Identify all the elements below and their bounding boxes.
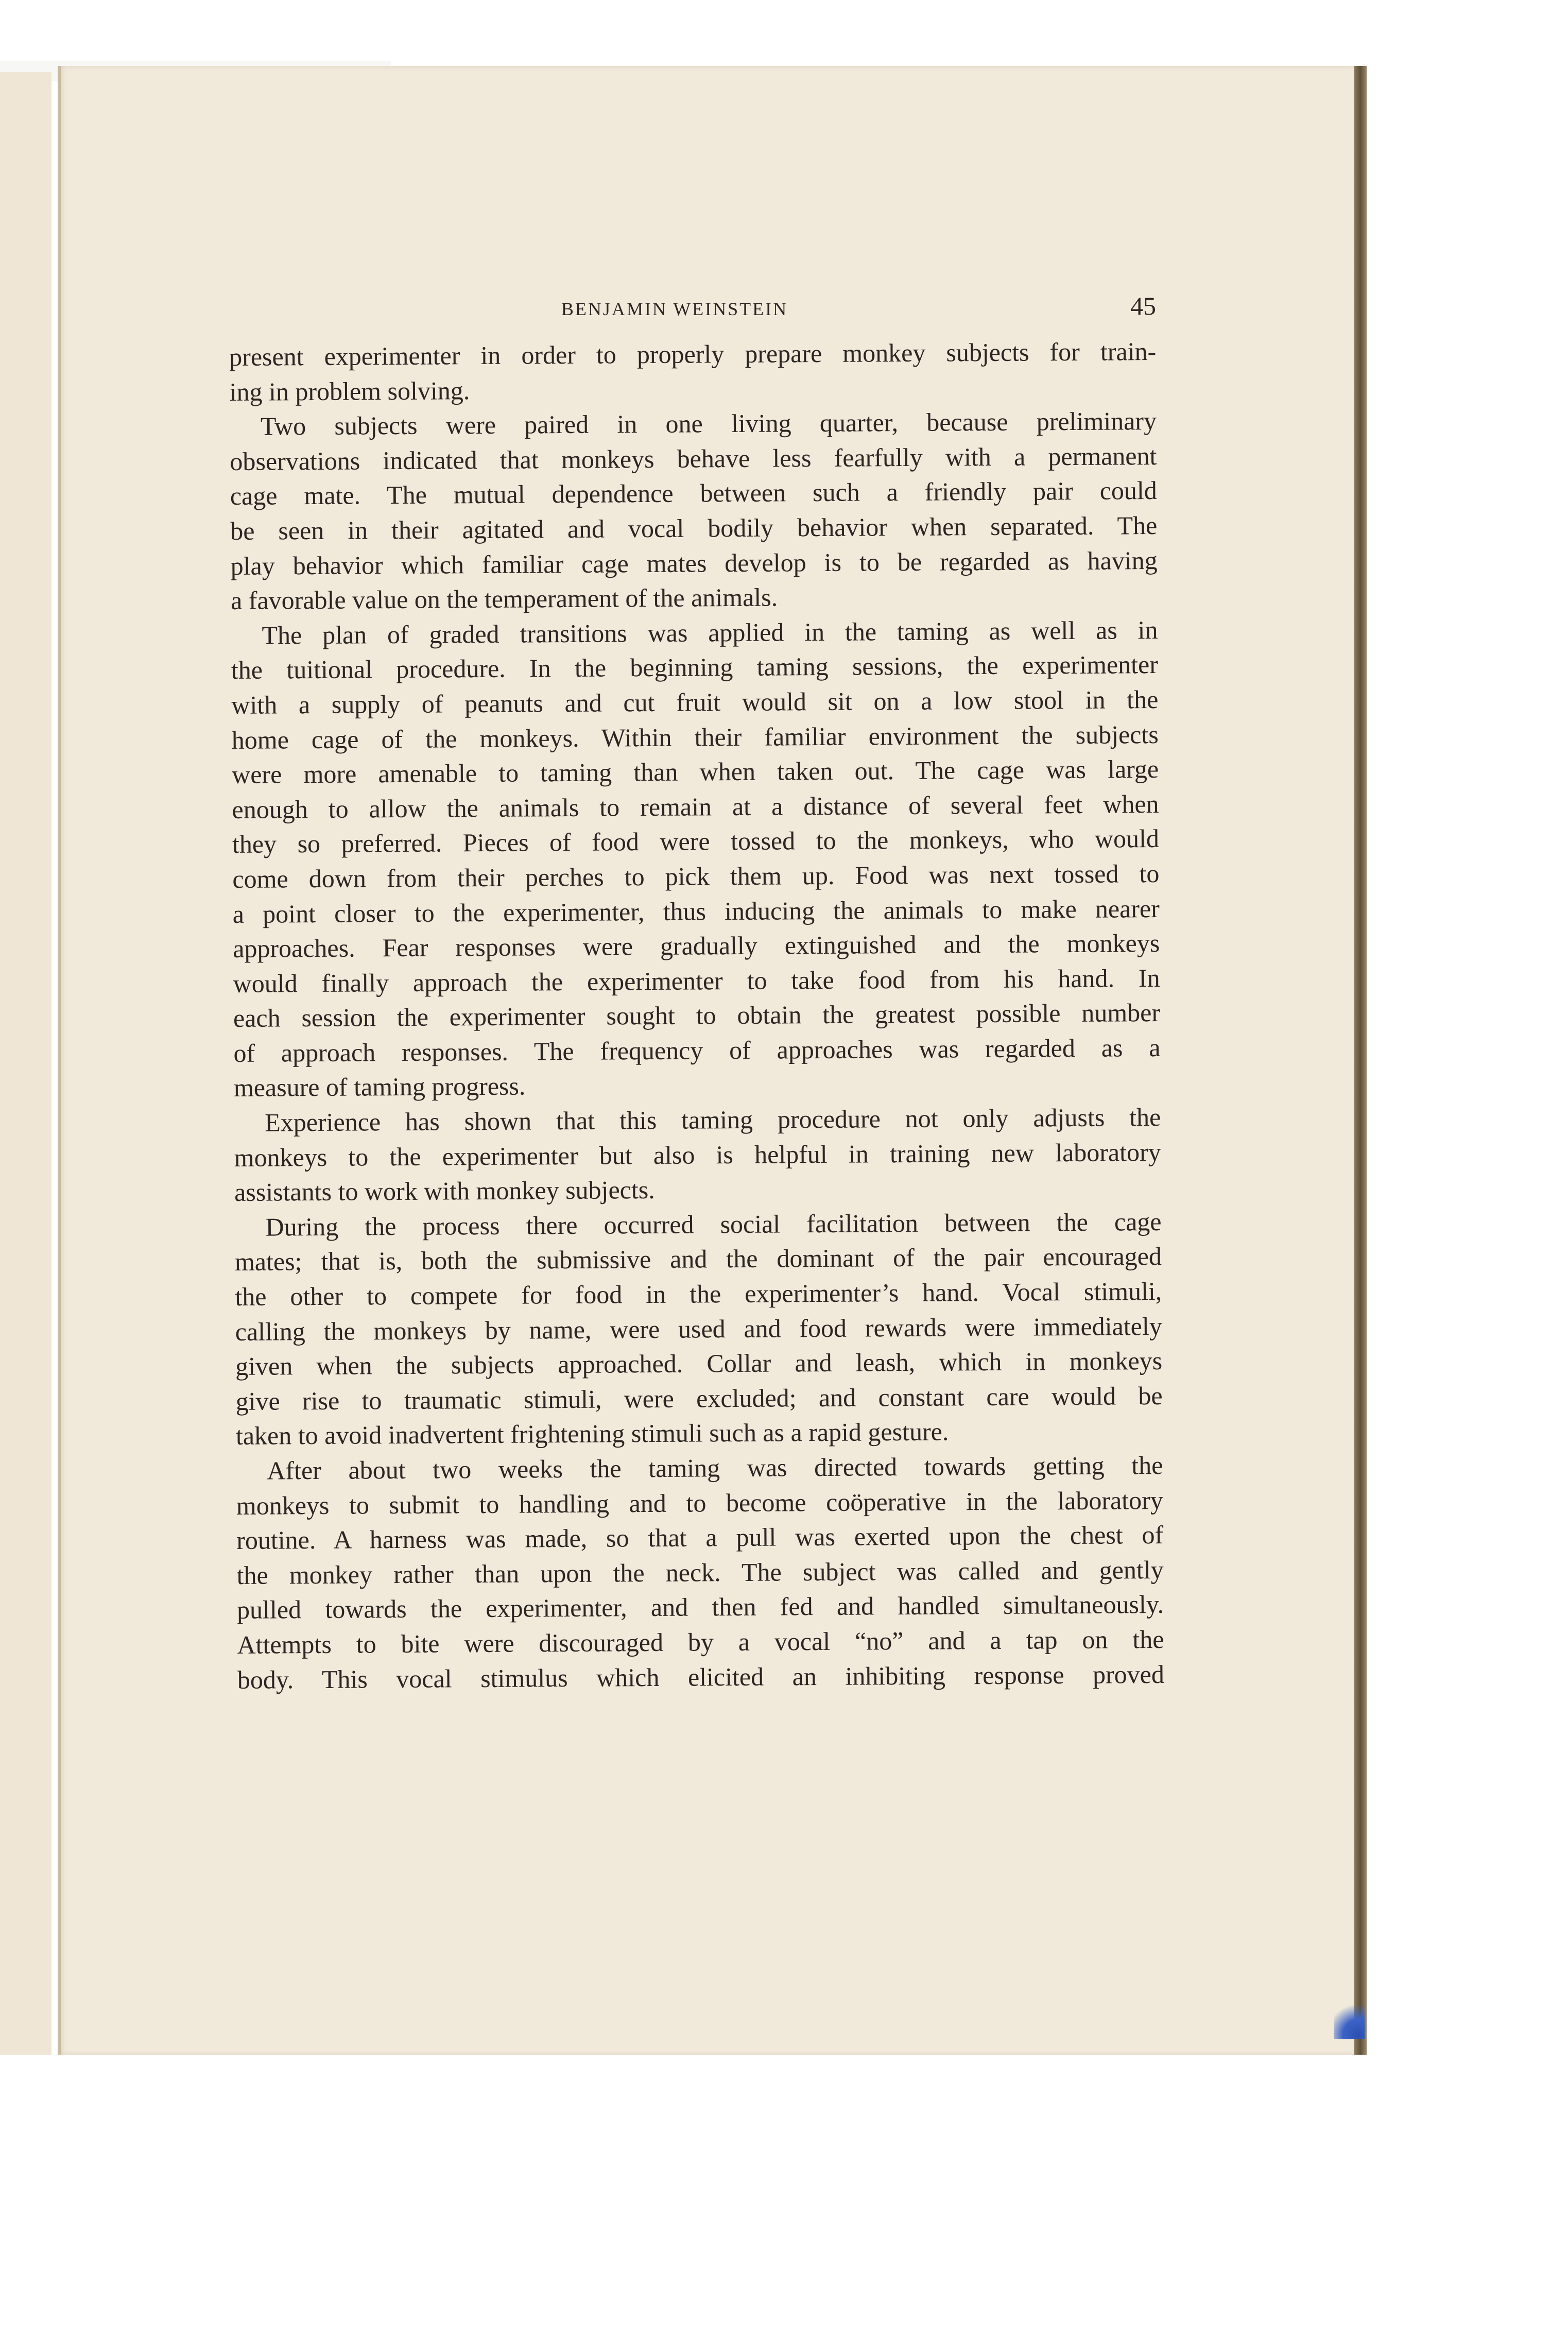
text-line: observations indicated that monkeys behave less fearfully with a permanent xyxy=(230,441,1157,476)
text-line: each session the experimenter sought to obtain the greatest possible number xyxy=(233,998,1161,1033)
text-line: enough to allow the animals to remain at a distance of several feet when xyxy=(232,789,1159,824)
text-line: mates; that is, both the submissive and the dominant of the pair encouraged xyxy=(234,1242,1162,1277)
page-number: 45 xyxy=(1130,291,1156,320)
text-line: the tuitional procedure. In the beginning taming sessions, the experimenter xyxy=(231,650,1159,685)
left-page-edge xyxy=(0,72,51,2055)
text-line: of approach responses. The frequency of approaches was regarded as a xyxy=(233,1033,1161,1068)
text-line: Two subjects were paired in one living quarter, because preliminary xyxy=(260,406,1157,441)
text-line: give rise to traumatic stimuli, were excluded; and constant care would be xyxy=(235,1381,1163,1416)
text-line: calling the monkeys by name, were used and food rewards were immediately xyxy=(235,1311,1162,1346)
text-line: with a supply of peanuts and cut fruit would sit on a low stool in the xyxy=(231,684,1159,719)
text-line: measure of taming progress. xyxy=(233,1071,526,1103)
text-line: During the process there occurred social facilitation between the cage xyxy=(265,1207,1162,1242)
page-gutter xyxy=(58,66,61,2055)
text-line: home cage of the monkeys. Within their familiar environment the subjects xyxy=(231,719,1159,754)
running-head: BENJAMIN WEINSTEIN xyxy=(561,299,788,319)
page-edge-shadow xyxy=(1354,66,1367,2055)
text-line: a favorable value on the temperament of the animals. xyxy=(230,582,778,615)
text-line: monkeys to the experimenter but also is helpful in training new laboratory xyxy=(234,1137,1161,1172)
text-line: routine. A harness was made, so that a pull was exerted upon the chest of xyxy=(236,1520,1164,1555)
text-line: would finally approach the experimenter to take food from his hand. In xyxy=(233,963,1160,998)
text-line: Attempts to bite were discouraged by a vocal “no” and a tap on the xyxy=(237,1624,1164,1659)
text-line: ing in problem solving. xyxy=(229,375,470,406)
text-line: approaches. Fear responses were gradually extinguished and the monkeys xyxy=(233,928,1160,963)
text-line: be seen in their agitated and vocal bodily behavior when separated. The xyxy=(230,510,1158,545)
text-line: a point closer to the experimenter, thus inducing the animals to make nearer xyxy=(232,893,1160,928)
text-line: were more amenable to taming than when taken out. The cage was large xyxy=(231,754,1159,789)
text-line: monkeys to submit to handling and to become coöperative in the laboratory xyxy=(236,1485,1163,1520)
text-line: the monkey rather than upon the neck. The subject was called and gently xyxy=(236,1555,1164,1590)
text-line: present experimenter in order to properly prepare monkey subjects for train- xyxy=(229,337,1157,371)
text-line: taken to avoid inadvertent frightening stimuli such as a rapid gesture. xyxy=(235,1417,949,1451)
text-line: given when the subjects approached. Collar and leash, which in monkeys xyxy=(235,1346,1163,1381)
text-line: play behavior which familiar cage mates develop is to be regarded as having xyxy=(230,545,1158,580)
page-header xyxy=(229,291,1156,322)
text-line: come down from their perches to pick them up. Food was next tossed to xyxy=(232,858,1160,893)
body-text xyxy=(229,334,1164,1697)
text-line: cage mate. The mutual dependence between such a friendly pair could xyxy=(230,476,1157,511)
text-line: pulled towards the experimenter, and then fed and handled simultaneously. xyxy=(236,1590,1164,1625)
text-line: the other to compete for food in the experimenter’s hand. Vocal stimuli, xyxy=(235,1277,1162,1311)
text-line: Experience has shown that this taming procedure not only adjusts the xyxy=(265,1103,1161,1137)
text-line: The plan of graded transitions was applied in the taming as well as in xyxy=(262,615,1158,650)
ink-stain xyxy=(1334,1998,1365,2039)
text-line: assistants to work with monkey subjects. xyxy=(234,1175,655,1207)
text-line: After about two weeks the taming was directed towards getting the xyxy=(267,1450,1163,1485)
text-line: body. This vocal stimulus which elicited an inhibiting response proved xyxy=(237,1659,1165,1694)
text-line: they so preferred. Pieces of food were tossed to the monkeys, who would xyxy=(232,824,1160,859)
